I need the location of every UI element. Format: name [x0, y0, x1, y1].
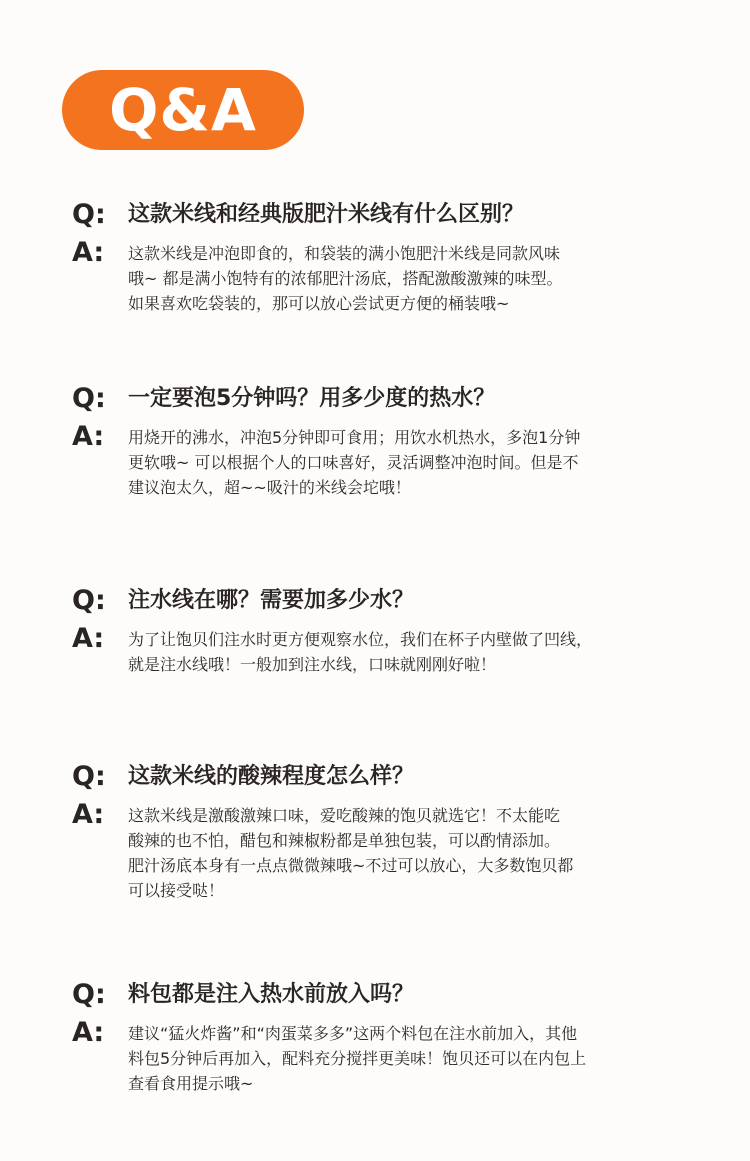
question-text: 这款米线的酸辣程度怎么样？	[128, 764, 415, 789]
answer-line: 更软哦~ 可以根据个人的口味喜好，灵活调整冲泡时间。但是不	[128, 453, 579, 472]
answer-prefix: A:	[72, 799, 105, 830]
answer-text	[128, 423, 680, 500]
qa-title-text: Q&A	[109, 76, 257, 144]
question-prefix: Q:	[72, 383, 106, 414]
qa-item	[72, 381, 692, 500]
answer-line: 肥汁汤底本身有一点点微微辣哦~不过可以放心，大多数饱贝都	[128, 856, 574, 875]
answer-line: 用烧开的沸水，冲泡5分钟即可食用；用饮水机热水，多泡1分钟	[128, 428, 581, 447]
question-prefix: Q:	[72, 979, 106, 1010]
answer-line: 料包5分钟后再加入，配料充分搅拌更美味！饱贝还可以在内包上	[128, 1049, 587, 1068]
answer-line: 酸辣的也不怕，醋包和辣椒粉都是单独包装，可以酌情添加。	[128, 831, 561, 850]
answer-text	[128, 801, 680, 903]
answer-line: 这款米线是激酸激辣口味，爱吃酸辣的饱贝就选它！不太能吃	[128, 806, 561, 825]
question-row	[72, 197, 692, 233]
answer-prefix: A:	[72, 1017, 105, 1048]
question-row	[72, 583, 692, 619]
answer-line: 建议泡太久，超~~吸汁的米线会坨哦！	[128, 478, 411, 497]
answer-text	[128, 625, 680, 677]
answer-prefix: A:	[72, 623, 105, 654]
question-text: 注水线在哪？需要加多少水？	[128, 588, 415, 613]
qa-item	[72, 977, 692, 1096]
question-prefix: Q:	[72, 761, 106, 792]
question-prefix: Q:	[72, 585, 106, 616]
answer-row	[72, 1019, 692, 1096]
answer-text	[128, 239, 680, 316]
question-text: 一定要泡5分钟吗？用多少度的热水？	[128, 386, 496, 411]
question-prefix: Q:	[72, 199, 106, 230]
qa-item	[72, 583, 692, 677]
answer-line: 可以接受哒！	[128, 881, 225, 900]
question-row	[72, 977, 692, 1013]
question-text: 料包都是注入热水前放入吗？	[128, 982, 415, 1007]
answer-text	[128, 1019, 680, 1096]
answer-prefix: A:	[72, 421, 105, 452]
answer-line: 如果喜欢吃袋装的，那可以放心尝试更方便的桶装哦~	[128, 294, 510, 313]
answer-row	[72, 801, 692, 903]
qa-title-badge	[62, 70, 304, 150]
qa-item	[72, 197, 692, 316]
answer-line: 建议“猛火炸酱”和“肉蛋菜多多”这两个料包在注水前加入，其他	[128, 1024, 578, 1043]
question-text: 这款米线和经典版肥汁米线有什么区别？	[128, 202, 525, 227]
answer-line: 这款米线是冲泡即食的，和袋装的满小饱肥汁米线是同款风味	[128, 244, 561, 263]
question-row	[72, 381, 692, 417]
answer-line: 查看食用提示哦~	[128, 1074, 254, 1093]
question-row	[72, 759, 692, 795]
answer-prefix: A:	[72, 237, 105, 268]
answer-row	[72, 423, 692, 500]
answer-line: 就是注水线哦！一般加到注水线，口味就刚刚好啦！	[128, 655, 497, 674]
answer-line: 哦~ 都是满小饱特有的浓郁肥汁汤底，搭配激酸激辣的味型。	[128, 269, 563, 288]
answer-line: 为了让饱贝们注水时更方便观察水位，我们在杯子内壁做了凹线，	[128, 630, 593, 649]
qa-item	[72, 759, 692, 903]
answer-row	[72, 239, 692, 316]
answer-row	[72, 625, 692, 677]
